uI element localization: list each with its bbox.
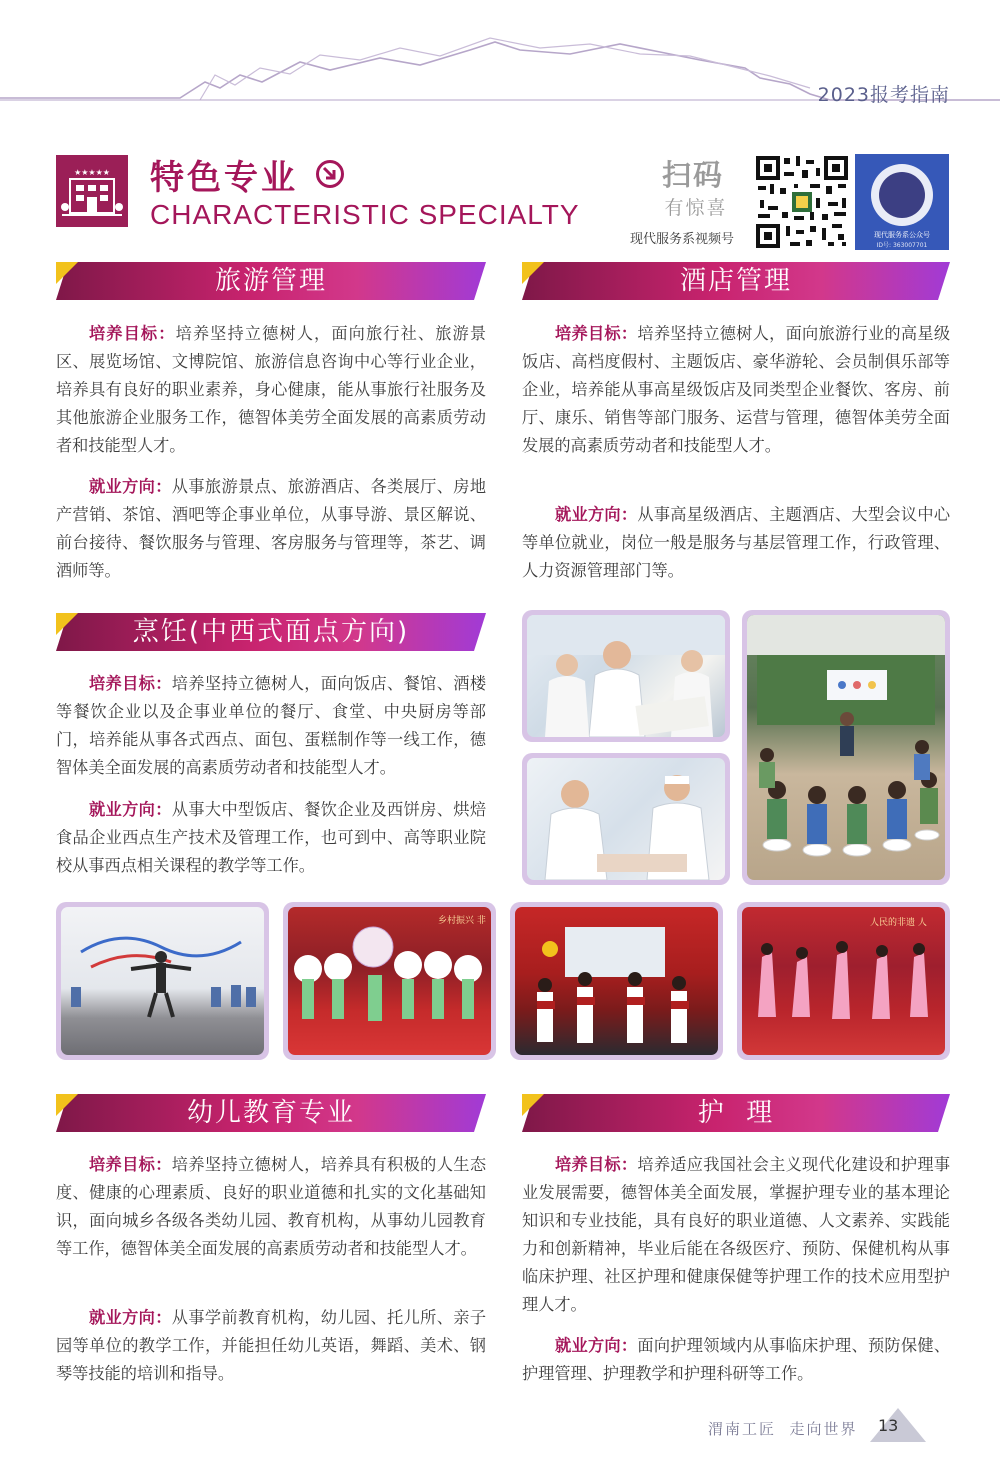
job-label: 就业方向： <box>89 1308 172 1327</box>
photo-nursing-demo <box>522 753 730 885</box>
photo-nursing-practice <box>522 610 730 742</box>
section-banner-nursing <box>522 1094 950 1132</box>
section-banner-tourism <box>56 262 486 300</box>
job-text: 面向护理领域内从事临床护理、预防保健、护理管理、护理教学和护理科研等工作。 <box>522 1336 951 1383</box>
job-label: 就业方向： <box>89 477 172 496</box>
photo-recitation <box>510 902 723 1060</box>
qr-code-icon <box>754 154 850 250</box>
page-number-text: 13 <box>878 1416 899 1435</box>
wechat-label: 现代服务系公众号 <box>874 231 930 239</box>
folk-banner-text: 人民的非遗 人 <box>870 918 927 928</box>
hotel-job <box>522 501 950 585</box>
cooking-goal <box>56 670 486 782</box>
dance-banner-text: 乡村振兴 非 <box>438 916 486 926</box>
wechat-account-card <box>855 154 949 250</box>
goal-label: 培养目标： <box>555 324 638 343</box>
page-title-en: CHARACTERISTIC SPECIALTY <box>150 199 580 230</box>
tourism-job <box>56 473 486 585</box>
nursing-job <box>522 1332 950 1388</box>
section-banner-preschool <box>56 1094 486 1132</box>
job-text: 从事旅游景点、旅游酒店、各类展厅、房地产营销、茶馆、酒吧等企事业单位，从事导游、景区解说、前台接待、餐饮服务与管理、客房服务与管理等，茶艺、调酒师等。 <box>56 477 487 580</box>
tourism-goal <box>56 320 486 460</box>
section-banner-hotel <box>522 262 950 300</box>
section-title: 幼儿教育专业 <box>186 1098 355 1128</box>
section-banner-cooking <box>56 613 486 651</box>
preschool-goal <box>56 1151 486 1263</box>
goal-text: 培养坚持立德树人，面向饭店、餐馆、酒楼等餐饮企业以及企事业单位的餐厅、食堂、中央厨房等部门，培养能从事各式西点、面包、蛋糕制作等一线工作，德智体美全面发展的高素质劳动者和技能型人才。 <box>56 674 487 777</box>
photo-dance-studio <box>56 902 269 1060</box>
guide-title: 2023报考指南 <box>817 84 950 106</box>
hotel-goal <box>522 320 950 460</box>
goal-label: 培养目标： <box>555 1155 638 1174</box>
job-text: 从事高星级酒店、主题酒店、大型会议中心等单位就业，岗位一般是服务与基层管理工作，行政管理、人力资源管理部门等。 <box>522 505 951 580</box>
cooking-job <box>56 796 486 880</box>
section-title: 旅游管理 <box>214 266 327 296</box>
wechat-avatar <box>879 172 925 218</box>
photo-fan-dance <box>283 902 496 1060</box>
goal-label: 培养目标： <box>89 674 172 693</box>
section-title: 护 理 <box>697 1098 775 1128</box>
photo-folk-dance <box>737 902 950 1060</box>
section-title: 烹饪(中西式面点方向) <box>132 617 410 647</box>
page-number <box>870 1408 930 1442</box>
goal-label: 培养目标： <box>89 324 176 343</box>
job-label: 就业方向： <box>555 505 638 524</box>
preschool-job <box>56 1304 486 1388</box>
scan-subtext: 有惊喜 <box>664 197 728 219</box>
photo-kindergarten-class <box>742 610 950 885</box>
job-label: 就业方向： <box>89 800 172 819</box>
arrow-down-right-icon <box>316 160 344 188</box>
nursing-goal <box>522 1151 950 1319</box>
hotel-stars: ★★★★★ <box>74 168 110 177</box>
page-title-cn: 特色专业 <box>150 158 298 198</box>
job-text: 从事大中型饭店、餐饮企业及西饼房、烘焙食品企业西点生产技术及管理工作，也可到中、高等职业院校从事西点相关课程的教学等工作。 <box>56 800 487 875</box>
goal-text: 培养坚持立德树人，面向旅行社、旅游景区、展览场馆、文博院馆、旅游信息咨询中心等行业企业，培养具有良好的职业素养，身心健康，能从事旅行社服务及其他旅游企业服务工作，德智体美劳全面发展的高素质劳动者和技能型人才。 <box>56 324 487 455</box>
hotel-icon <box>56 155 128 227</box>
goal-text: 培养适应我国社会主义现代化建设和护理事业发展需要，德智体美全面发展，掌握护理专业的基本理论知识和专业技能，具有良好的职业道德、人文素养、实践能力和创新精神，毕业后能在各级医疗、预防、保健机构从事临床护理、社区护理和健康保健等护理工作的技术应用型护理人才。 <box>522 1155 951 1314</box>
wechat-id: ID号: 363007701 <box>876 242 928 249</box>
goal-text: 培养坚持立德树人，面向旅游行业的高星级饭店、高档度假村、主题饭店、豪华游轮、会员制俱乐部等企业，培养能从事高星级饭店及同类型企业餐饮、客房、前厅、康乐、销售等部门服务、运营与管理，德智体美劳全面发展的高素质劳动者和技能型人才。 <box>522 324 951 455</box>
section-title: 酒店管理 <box>679 266 792 296</box>
qr-caption: 现代服务系视频号 <box>630 232 735 247</box>
scan-text: 扫码 <box>661 158 724 192</box>
footer-slogan: 渭南工匠 走向世界 <box>708 1420 858 1438</box>
goal-text: 培养坚持立德树人，培养具有积极的人生态度、健康的心理素质、良好的职业道德和扎实的文化基础知识，面向城乡各级各类幼儿园、教育机构，从事幼儿园教育等工作，德智体美全面发展的高素质劳动者和技能型人才。 <box>56 1155 487 1258</box>
job-label: 就业方向： <box>555 1336 638 1355</box>
goal-label: 培养目标： <box>89 1155 172 1174</box>
job-text: 从事学前教育机构，幼儿园、托儿所、亲子园等单位的教学工作，并能担任幼儿英语，舞蹈、美术、钢琴等技能的培训和指导。 <box>56 1308 487 1383</box>
